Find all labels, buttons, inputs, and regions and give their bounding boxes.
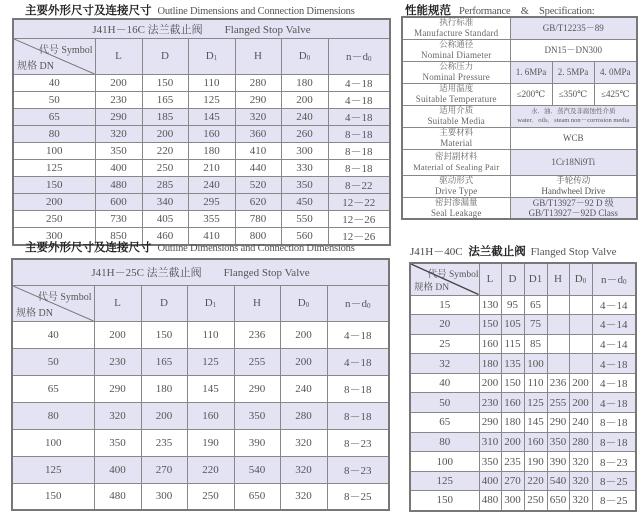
cell-nd0: 4－18: [327, 321, 389, 348]
cell-h: [547, 315, 569, 335]
table-row: [12, 402, 389, 429]
cell-nd0: 8－23: [327, 456, 389, 483]
value-temp-3: ≤425℃: [594, 83, 637, 105]
cell-d1: 240: [188, 176, 235, 193]
cell-d: 250: [142, 159, 188, 176]
value-diameter: DN15－DN300: [510, 39, 637, 61]
cell-d1: 100: [524, 354, 547, 374]
cell-l: 350: [94, 429, 141, 456]
cell-d1: 410: [188, 227, 235, 245]
cell-d1: 220: [524, 471, 547, 491]
cell-d1: 125: [187, 348, 234, 375]
cell-h: 620: [235, 193, 281, 210]
cell-nd0: 4－18: [328, 91, 390, 108]
performance-title-cn: 性能规范: [405, 3, 451, 17]
cell-d0: 180: [281, 74, 328, 91]
table-title: J41H－16C 法兰截止阀 Flanged Stop Valve: [13, 19, 390, 38]
cell-d0: 320: [280, 483, 327, 510]
cell-dn: 40: [13, 74, 95, 91]
section-title-en: Outline Dimensions and Connection Dimensions: [157, 6, 355, 17]
cell-d: 200: [141, 402, 187, 429]
cell-l: 200: [479, 373, 501, 393]
cell-d: 95: [501, 295, 524, 315]
cell-dn: 32: [410, 354, 479, 374]
symbol-dn-corner-cell: [410, 263, 479, 295]
cell-d1: 180: [188, 142, 235, 159]
cell-dn: 50: [12, 348, 94, 375]
col-header-d: D: [501, 263, 524, 295]
cell-l: 200: [95, 74, 142, 91]
perf-row-leakage: 密封渗漏量 Seal Leakage GB/T13927－92 D 级 GB/T13927－92D Class: [402, 197, 637, 219]
cell-dn: 150: [410, 491, 479, 511]
cell-nd0: 4－18: [328, 108, 390, 125]
table-row: [13, 74, 390, 91]
table-row: [13, 176, 390, 193]
cell-l: 350: [95, 142, 142, 159]
col-header-d1: D1: [188, 38, 235, 74]
cell-d0: 260: [281, 125, 328, 142]
cell-d0: 200: [569, 373, 592, 393]
cell-d1: 145: [188, 108, 235, 125]
table-row: [12, 348, 389, 375]
section-title-en: Outline Dimensions and Connection Dimensions: [157, 243, 355, 254]
cell-nd0: 8－18: [327, 375, 389, 402]
cell-l: 480: [479, 491, 501, 511]
cell-l: 230: [95, 91, 142, 108]
cell-d0: 550: [281, 210, 328, 227]
cell-d1: 190: [187, 429, 234, 456]
cell-h: 236: [234, 321, 280, 348]
cell-l: 320: [94, 402, 141, 429]
cell-l: 310: [479, 432, 501, 452]
dimension-table-j41h-25c: [11, 258, 390, 511]
cell-d1: 190: [524, 452, 547, 472]
cell-d0: 240: [281, 108, 328, 125]
cell-d: 235: [141, 429, 187, 456]
cell-nd0: 12－26: [328, 227, 390, 245]
cell-dn: 80: [12, 402, 94, 429]
col-header-n-d0: n－d0: [328, 38, 390, 74]
cell-l: 350: [479, 452, 501, 472]
cell-d: 270: [141, 456, 187, 483]
cell-l: 480: [95, 176, 142, 193]
value-media: 水．油．蒸汽及非腐蚀性介质 water．oils．steam non－corrosion media: [510, 105, 637, 127]
cell-d1: 75: [524, 315, 547, 335]
cell-l: 400: [94, 456, 141, 483]
cell-l: 290: [94, 375, 141, 402]
cell-d1: 295: [188, 193, 235, 210]
cell-nd0: 4－14: [592, 315, 636, 335]
cell-d0: 300: [281, 142, 328, 159]
cell-dn: 80: [13, 125, 95, 142]
col-header-n-d0: n－d0: [327, 285, 389, 321]
cell-d1: 145: [187, 375, 234, 402]
cell-d: 135: [501, 354, 524, 374]
col-header-d1: D1: [187, 285, 234, 321]
cell-d0: 200: [280, 348, 327, 375]
perf-row-pressure: 公称压力 Nominal Pressure 1. 6MPa 2. 5MPa 4. 0MPa: [402, 61, 637, 83]
table-row: [13, 108, 390, 125]
cell-d0: 320: [569, 452, 592, 472]
cell-dn: 65: [410, 413, 479, 433]
perf-row-temperature: 适用温度 Suitable Temperature ≤200℃ ≤350℃ ≤425℃: [402, 83, 637, 105]
cell-nd0: 8－25: [327, 483, 389, 510]
cell-l: 730: [95, 210, 142, 227]
value-material: WCB: [510, 127, 637, 149]
dimension-table-j41h-40c: [409, 262, 637, 512]
col-header-h: H: [235, 38, 281, 74]
cell-d: 105: [501, 315, 524, 335]
cell-d1: 160: [524, 432, 547, 452]
cell-nd0: 8－18: [327, 402, 389, 429]
perf-row-material: 主要材料 Material WCB: [402, 127, 637, 149]
cell-d0: 240: [280, 375, 327, 402]
title-model: J41H－40C: [410, 246, 463, 258]
cell-d0: 320: [569, 491, 592, 511]
table-row: [13, 159, 390, 176]
cell-l: 160: [479, 334, 501, 354]
cell-d0: 450: [281, 193, 328, 210]
cell-dn: 20: [410, 315, 479, 335]
cell-dn: 100: [12, 429, 94, 456]
perf-row-drive: 驱动形式 Drive Type 手轮传动 Handwheel Drive: [402, 175, 637, 197]
cell-dn: 15: [410, 295, 479, 315]
cell-nd0: 4－14: [592, 334, 636, 354]
cell-nd0: 4－18: [592, 393, 636, 413]
cell-l: 230: [94, 348, 141, 375]
cell-dn: 50: [13, 91, 95, 108]
table-row: [410, 452, 636, 472]
table-row: [410, 315, 636, 335]
cell-nd0: 8－23: [592, 452, 636, 472]
table-row: [410, 491, 636, 511]
cell-h: 440: [235, 159, 281, 176]
cell-d1: 125: [188, 91, 235, 108]
dn-label: 规格 DN: [16, 307, 53, 319]
col-header-h: H: [547, 263, 569, 295]
cell-l: 400: [95, 159, 142, 176]
cell-d1: 85: [524, 334, 547, 354]
value-temp-2: ≤350℃: [552, 83, 594, 105]
cell-nd0: 8－18: [592, 432, 636, 452]
section-title-40c: [410, 243, 617, 259]
cell-h: 390: [547, 452, 569, 472]
value-pressure-2: 2. 5MPa: [552, 61, 594, 83]
cell-d: 165: [141, 348, 187, 375]
cell-dn: 100: [13, 142, 95, 159]
cell-l: 400: [479, 471, 501, 491]
cell-d0: 240: [569, 413, 592, 433]
cell-dn: 65: [13, 108, 95, 125]
value-standard: GB/T12235－89: [510, 17, 637, 39]
cell-nd0: 8－25: [592, 471, 636, 491]
cell-dn: 125: [410, 471, 479, 491]
cell-h: 360: [235, 125, 281, 142]
cell-h: [547, 295, 569, 315]
cell-d: 150: [501, 373, 524, 393]
value-sealing-material: 1Cr18Ni9Ti: [510, 149, 637, 175]
cell-nd0: 8－25: [592, 491, 636, 511]
cell-h: 320: [235, 108, 281, 125]
cell-nd0: 12－22: [328, 193, 390, 210]
cell-d: 150: [142, 74, 188, 91]
cell-d0: [569, 334, 592, 354]
section-title-25c: [25, 239, 355, 255]
cell-d0: 280: [280, 402, 327, 429]
cell-d: 300: [501, 491, 524, 511]
cell-d0: 330: [281, 159, 328, 176]
cell-d: 200: [501, 432, 524, 452]
cell-h: 350: [234, 402, 280, 429]
dimension-table-j41h-16c: [12, 18, 391, 246]
table-row: [13, 210, 390, 227]
cell-nd0: 4－18: [592, 354, 636, 374]
cell-d: 270: [501, 471, 524, 491]
cell-h: 540: [234, 456, 280, 483]
cell-d1: 355: [188, 210, 235, 227]
cell-dn: 40: [12, 321, 94, 348]
cell-d1: 145: [524, 413, 547, 433]
cell-l: 480: [94, 483, 141, 510]
table-row: [12, 456, 389, 483]
cell-h: 290: [234, 375, 280, 402]
cell-d1: 125: [524, 393, 547, 413]
table-header-row: [410, 263, 636, 295]
cell-d1: 210: [188, 159, 235, 176]
cell-d1: 250: [187, 483, 234, 510]
cell-d0: 320: [280, 429, 327, 456]
table-row: [410, 471, 636, 491]
table-row: [410, 295, 636, 315]
cell-l: 150: [479, 315, 501, 335]
cell-d0: 200: [281, 91, 328, 108]
table-title: J41H－25C 法兰截止阀 Flanged Stop Valve: [12, 259, 389, 285]
cell-h: 255: [547, 393, 569, 413]
table-row: [12, 375, 389, 402]
cell-dn: 250: [13, 210, 95, 227]
col-header-n-d0: n－d0: [592, 263, 636, 295]
cell-h: 800: [235, 227, 281, 245]
cell-nd0: 8－18: [328, 142, 390, 159]
cell-l: 200: [94, 321, 141, 348]
cell-h: [547, 354, 569, 374]
col-header-d: D: [141, 285, 187, 321]
symbol-label: 代号 Symbol: [37, 291, 92, 303]
table-row: [13, 91, 390, 108]
col-header-d0: D0: [569, 263, 592, 295]
cell-d: 460: [142, 227, 188, 245]
cell-nd0: 8－22: [328, 176, 390, 193]
cell-d: 285: [142, 176, 188, 193]
cell-nd0: 8－18: [328, 159, 390, 176]
cell-l: 230: [479, 393, 501, 413]
cell-dn: 65: [12, 375, 94, 402]
performance-title-en: Performance & Specification:: [459, 6, 595, 17]
cell-d0: 320: [569, 471, 592, 491]
col-header-l: L: [479, 263, 501, 295]
cell-d: 405: [142, 210, 188, 227]
performance-table: [401, 16, 638, 220]
cell-h: 520: [235, 176, 281, 193]
cell-d: 300: [141, 483, 187, 510]
col-header-l: L: [95, 38, 142, 74]
dn-label: 规格 DN: [414, 282, 450, 293]
cell-l: 290: [95, 108, 142, 125]
cell-dn: 150: [12, 483, 94, 510]
cell-h: 780: [235, 210, 281, 227]
cell-d1: 250: [524, 491, 547, 511]
dn-label: 规格 DN: [17, 60, 54, 72]
cell-d0: 320: [280, 456, 327, 483]
cell-d1: 110: [187, 321, 234, 348]
cell-dn: 125: [13, 159, 95, 176]
col-header-d0: D0: [280, 285, 327, 321]
table-header-row: [12, 285, 389, 321]
cell-d: 180: [501, 413, 524, 433]
cell-nd0: 4－18: [328, 74, 390, 91]
section-title-cn: 主要外形尺寸及连接尺寸: [25, 3, 152, 17]
perf-row-standard: 执行标准 Manufacture Standard GB/T12235－89: [402, 17, 637, 39]
value-leakage: GB/T13927－92 D 级 GB/T13927－92D Class: [510, 197, 637, 219]
section-title-16c: [25, 2, 355, 18]
table-row: [12, 429, 389, 456]
title-cn: 法兰截止阀: [468, 244, 526, 258]
cell-l: 850: [95, 227, 142, 245]
value-pressure-1: 1. 6MPa: [510, 61, 552, 83]
cell-d0: [569, 354, 592, 374]
table-row: [12, 483, 389, 510]
table-row: [410, 334, 636, 354]
cell-h: 390: [234, 429, 280, 456]
cell-h: 255: [234, 348, 280, 375]
cell-d0: 350: [281, 176, 328, 193]
cell-dn: 40: [410, 373, 479, 393]
cell-l: 600: [95, 193, 142, 210]
cell-d0: [569, 315, 592, 335]
cell-d0: 280: [569, 432, 592, 452]
value-temp-1: ≤200℃: [510, 83, 552, 105]
col-header-d: D: [142, 38, 188, 74]
cell-dn: 300: [13, 227, 95, 245]
cell-d0: 200: [280, 321, 327, 348]
cell-dn: 80: [410, 432, 479, 452]
table-row: [410, 432, 636, 452]
cell-h: 280: [235, 74, 281, 91]
table-row: [13, 193, 390, 210]
table-header-row: [13, 38, 390, 74]
cell-dn: 25: [410, 334, 479, 354]
cell-dn: 150: [13, 176, 95, 193]
perf-row-sealing-material: 密封副材料 Material of Sealing Pair 1Cr18Ni9Ti: [402, 149, 637, 175]
value-pressure-3: 4. 0MPa: [594, 61, 637, 83]
cell-d1: 110: [188, 74, 235, 91]
cell-d: 165: [142, 91, 188, 108]
cell-h: 290: [547, 413, 569, 433]
cell-nd0: 12－26: [328, 210, 390, 227]
cell-d: 220: [142, 142, 188, 159]
cell-d1: 110: [524, 373, 547, 393]
cell-d: 115: [501, 334, 524, 354]
title-en: Flanged Stop Valve: [530, 246, 617, 258]
symbol-label: 代号 Symbol: [427, 270, 479, 280]
cell-h: 290: [235, 91, 281, 108]
table-row: [13, 142, 390, 159]
table-row: [410, 393, 636, 413]
cell-d: 200: [142, 125, 188, 142]
cell-nd0: 4－18: [327, 348, 389, 375]
cell-l: 180: [479, 354, 501, 374]
cell-l: 320: [95, 125, 142, 142]
symbol-dn-corner-cell: [12, 285, 94, 321]
cell-h: [547, 334, 569, 354]
cell-h: 650: [234, 483, 280, 510]
cell-d: 160: [501, 393, 524, 413]
col-header-d1: D1: [524, 263, 547, 295]
cell-d1: 160: [188, 125, 235, 142]
cell-d1: 220: [187, 456, 234, 483]
cell-d: 180: [141, 375, 187, 402]
col-header-h: H: [234, 285, 280, 321]
cell-d: 150: [141, 321, 187, 348]
symbol-label: 代号 Symbol: [38, 44, 93, 56]
perf-row-diameter: 公称通径 Nominal Diameter DN15－DN300: [402, 39, 637, 61]
cell-nd0: 8－18: [592, 413, 636, 433]
cell-nd0: 4－14: [592, 295, 636, 315]
cell-l: 130: [479, 295, 501, 315]
cell-nd0: 4－18: [592, 373, 636, 393]
cell-d0: 200: [569, 393, 592, 413]
cell-nd0: 8－23: [327, 429, 389, 456]
table-row: [12, 321, 389, 348]
cell-d0: 560: [281, 227, 328, 245]
value-drive: 手轮传动 Handwheel Drive: [510, 175, 637, 197]
cell-h: 540: [547, 471, 569, 491]
cell-d: 185: [142, 108, 188, 125]
cell-d1: 160: [187, 402, 234, 429]
cell-h: 410: [235, 142, 281, 159]
cell-l: 290: [479, 413, 501, 433]
perf-row-media: 适用介质 Suitable Media 水．油．蒸汽及非腐蚀性介质 water．oils．steam non－corrosion media: [402, 105, 637, 127]
table-row: [410, 373, 636, 393]
cell-dn: 100: [410, 452, 479, 472]
cell-dn: 50: [410, 393, 479, 413]
table-row: [13, 125, 390, 142]
section-title-cn: 主要外形尺寸及连接尺寸: [25, 240, 152, 254]
cell-h: 236: [547, 373, 569, 393]
cell-d: 235: [501, 452, 524, 472]
table-row: [410, 354, 636, 374]
col-header-l: L: [94, 285, 141, 321]
col-header-d0: D0: [281, 38, 328, 74]
cell-d1: 65: [524, 295, 547, 315]
cell-h: 350: [547, 432, 569, 452]
symbol-dn-corner-cell: [13, 38, 95, 74]
cell-dn: 200: [13, 193, 95, 210]
cell-h: 650: [547, 491, 569, 511]
cell-dn: 125: [12, 456, 94, 483]
table-row: [410, 413, 636, 433]
cell-d: 340: [142, 193, 188, 210]
cell-nd0: 8－18: [328, 125, 390, 142]
cell-d0: [569, 295, 592, 315]
